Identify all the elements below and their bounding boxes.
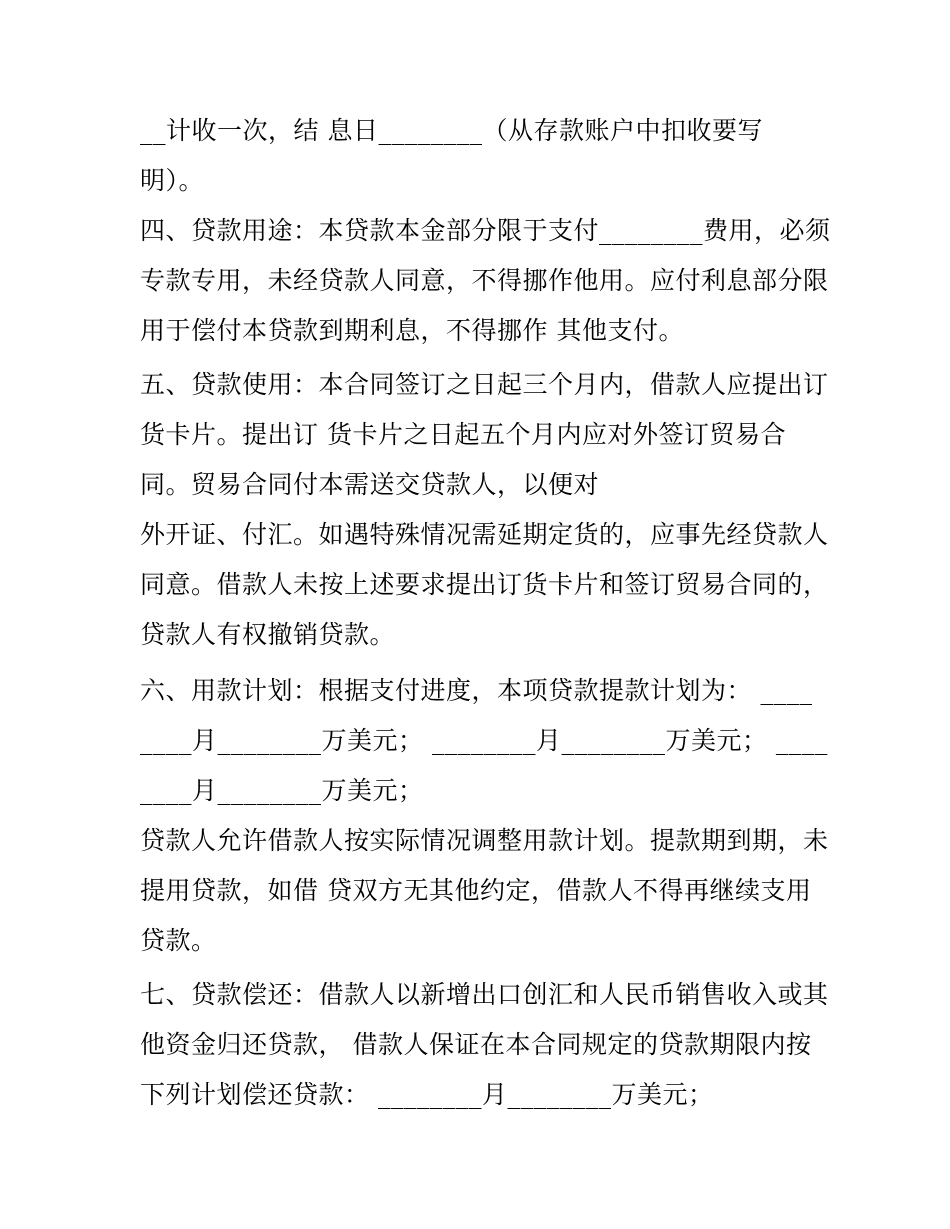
text-line-drawdown-schedule: ____月________万美元； ________月________万美元； ____ bbox=[140, 726, 828, 755]
text-line-plan-adjustment-end: 贷款。 bbox=[140, 926, 217, 955]
text-line-loan-usage-end: 贷款人有权撤销贷款。 bbox=[140, 620, 396, 649]
text-line-loan-usage-cont-4: 同意。借款人未按上述要求提出订货卡片和签订贸易合同的， bbox=[140, 570, 829, 599]
text-line-repayment: 七、贷款偿还：借款人以新增出口创汇和人民币销售收入或其 bbox=[140, 980, 829, 1009]
text-line-plan-adjustment-cont: 提用贷款，如借 贷双方无其他约定，借款人不得再继续支用 bbox=[140, 876, 812, 905]
text-line-drawdown-schedule-end: ____月________万美元； bbox=[140, 776, 424, 805]
text-line-loan-usage-cont-2: 同。贸易合同付本需送交贷款人，以便对 bbox=[140, 470, 600, 499]
text-line-repayment-schedule: 下列计划偿还贷款： ________月________万美元； bbox=[140, 1080, 714, 1109]
text-line-loan-usage-cont-3: 外开证、付汇。如遇特殊情况需延期定货的，应事先经贷款人 bbox=[140, 520, 829, 549]
text-line-interest-settlement-end: 明）。 bbox=[140, 166, 205, 195]
text-line-loan-usage-cont: 货卡片。提出订 货卡片之日起五个月内应对外签订贸易合 bbox=[140, 420, 786, 449]
text-line-loan-usage: 五、贷款使用：本合同签订之日起三个月内，借款人应提出订 bbox=[140, 370, 829, 399]
text-line-interest-settlement: __计收一次，结 息日________（从存款账户中扣收要写 bbox=[140, 116, 763, 145]
text-line-loan-purpose: 四、贷款用途：本贷款本金部分限于支付________费用，必须 bbox=[140, 216, 831, 245]
text-line-plan-adjustment: 贷款人允许借款人按实际情况调整用款计划。提款期到期，未 bbox=[140, 826, 829, 855]
text-line-loan-purpose-cont: 专款专用，未经贷款人同意，不得挪作他用。应付利息部分限 bbox=[140, 266, 829, 295]
text-line-loan-purpose-end: 用于偿付本贷款到期利息，不得挪作 其他支付。 bbox=[140, 316, 684, 345]
text-line-drawdown-plan: 六、用款计划：根据支付进度，本项贷款提款计划为： ____ bbox=[140, 676, 813, 705]
text-line-repayment-cont: 他资金归还贷款， 借款人保证在本合同规定的贷款期限内按 bbox=[140, 1030, 812, 1059]
